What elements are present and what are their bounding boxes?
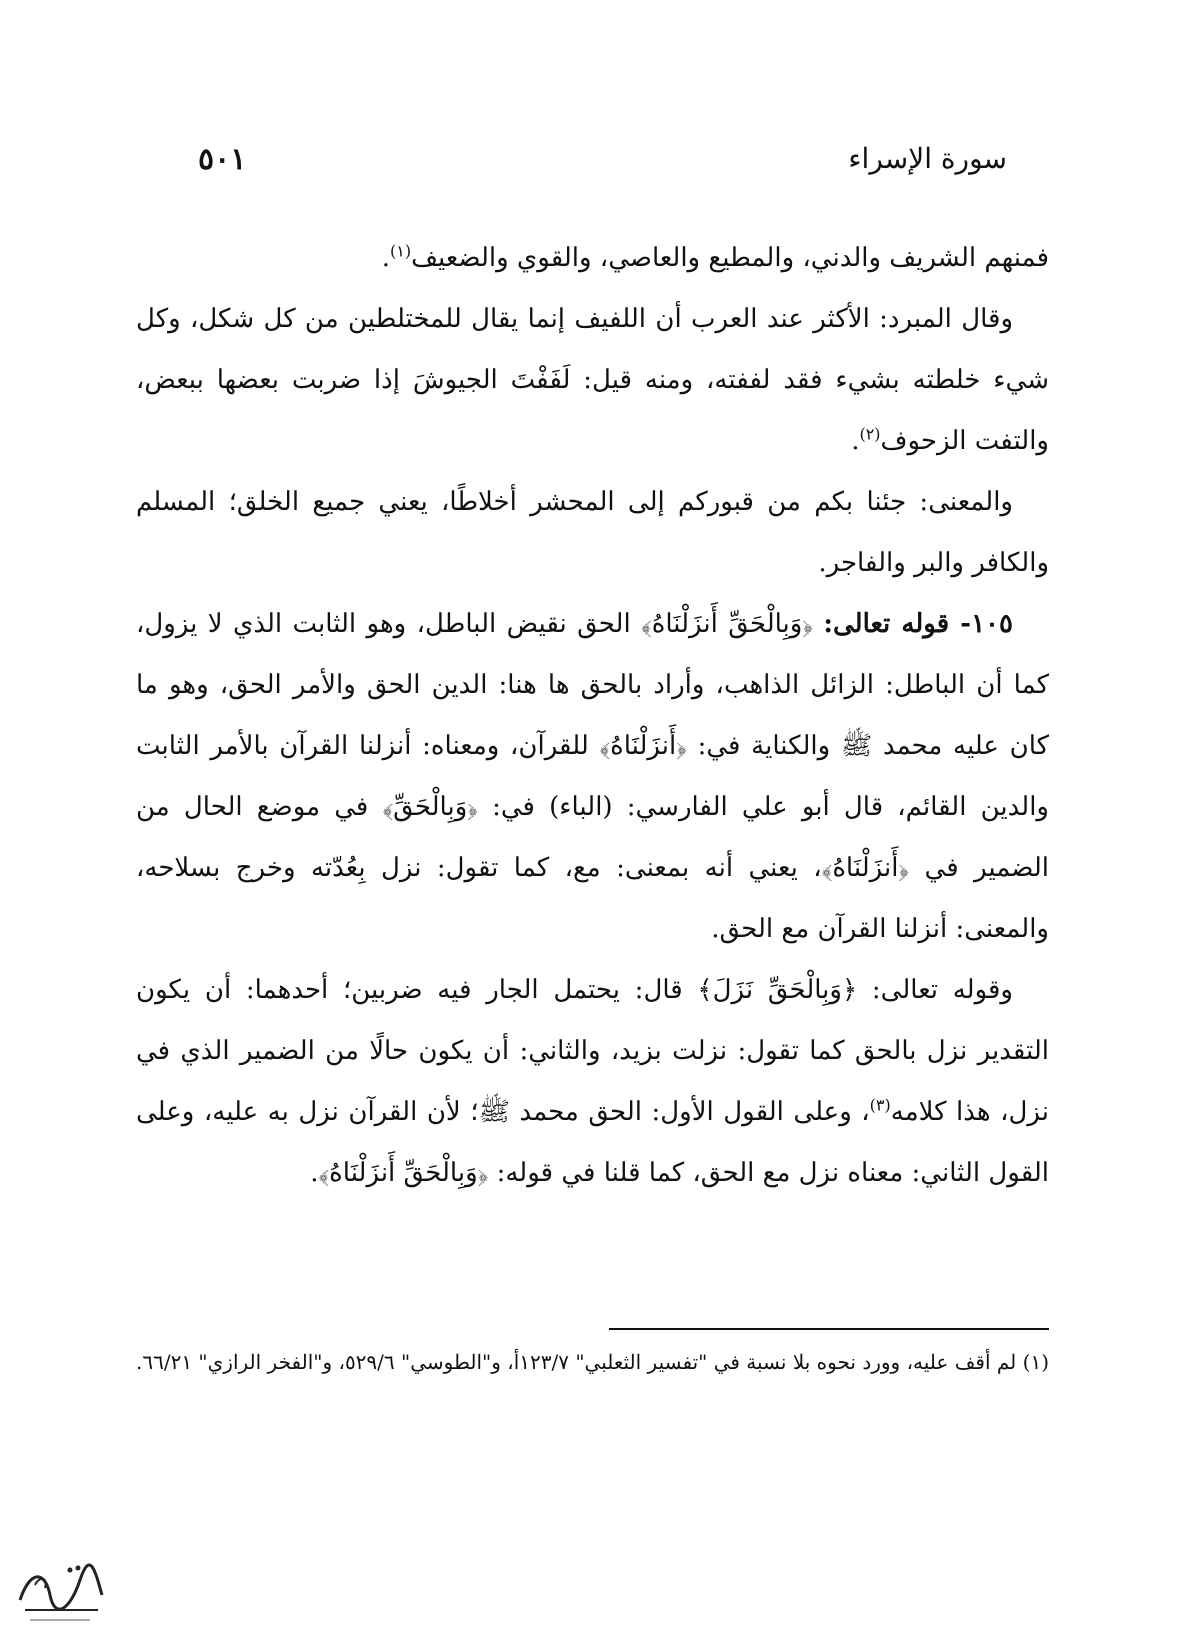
footnote-ref-3: (٣) <box>869 1095 891 1115</box>
footnote-ref-1: (١) <box>390 241 412 261</box>
page-header <box>198 142 1007 192</box>
publisher-logo <box>10 1540 110 1630</box>
paragraph-3: والمعنى: جئنا بكم من قبوركم إلى المحشر أخلاطًا، يعني جميع الخلق؛ المسلم والكافر والبر والفاجر. <box>136 487 1049 578</box>
surah-title: سورة الإسراء <box>848 142 1007 175</box>
footnote-1: (١) لم أقف عليه، وورد نحوه بلا نسبة في "تفسير الثعلبي" ١٢٣/٧أ، و"الطوسي" ٥٢٩/٦، و"الفخر الرازي" ٦٦/٢١. <box>136 1350 1049 1374</box>
footnote-ref-2: (٢) <box>859 424 881 444</box>
paragraph-1 <box>136 228 1049 289</box>
main-text <box>136 228 1049 1204</box>
paragraph-1-text: فمنهم الشريف والدني، والمطيع والعاصي، والقوي والضعيف <box>411 243 1049 273</box>
footnotes <box>136 1342 1049 1382</box>
paragraph-2 <box>136 289 1049 472</box>
paragraph-5-end: ، وعلى القول الأول: الحق محمد ﷺ؛ لأن القرآن نزل به عليه، وعلى القول الثاني: معناه نزل مع الحق، كما قلنا في قوله: ﴿وَبِالْحَقِّ أَنزَلْنَاهُ﴾. <box>136 1097 1049 1188</box>
verse-number-label: ١٠٥- قوله تعالى: <box>823 609 1013 639</box>
paragraph-2-end: . <box>851 426 860 456</box>
paragraph-4-text: ﴿وَبِالْحَقِّ أَنزَلْنَاهُ﴾ الحق نقيض الباطل، وهو الثابت الذي لا يزول، كما أن الباطل: الزائل الذاهب، وأراد بالحق ها هنا: الدين الحق والأمر الحق، وهو ما كان عليه محمد ﷺ والكناية في: ﴿أَنزَلْنَاهُ﴾ للقرآن، ومعناه: أنزلنا القرآن بالأمر الثابت والدين القائم، قال أبو علي الفارسي: (الباء) في: ﴿وَبِالْحَقِّ﴾ في موضع الحال من الضمير في ﴿أَنزَلْنَاهُ﴾، يعني أنه بمعنى: مع، كما تقول: نزل بِعُدّته وخرج بسلاحه، والمعنى: أنزلنا القرآن مع الحق. <box>136 609 1049 944</box>
paragraph-4 <box>136 594 1049 960</box>
page-number: ٥٠١ <box>198 142 247 177</box>
paragraph-5 <box>136 960 1049 1204</box>
paragraph-2-text: وقال المبرد: الأكثر عند العرب أن اللفيف إنما يقال للمختلطين من كل شكل، وكل شيء خلطته بشيء فقد لففته، ومنه قيل: لَفَفْتَ الجيوشَ إذا ضربت بعضها ببعض، والتفت الزحوف <box>136 304 1049 456</box>
footnote-divider <box>609 1328 1049 1330</box>
paragraph-1-end: . <box>381 243 390 273</box>
paragraph-5-text: وقوله تعالى: ﴿وَبِالْحَقِّ نَزَلَ﴾ قال: يحتمل الجار فيه ضربين؛ أحدهما: أن يكون التقدير نزل بالحق كما تقول: نزلت بزيد، والثاني: أن يكون حالًا من الضمير الذي في نزل، هذا كلامه <box>136 975 1050 1127</box>
